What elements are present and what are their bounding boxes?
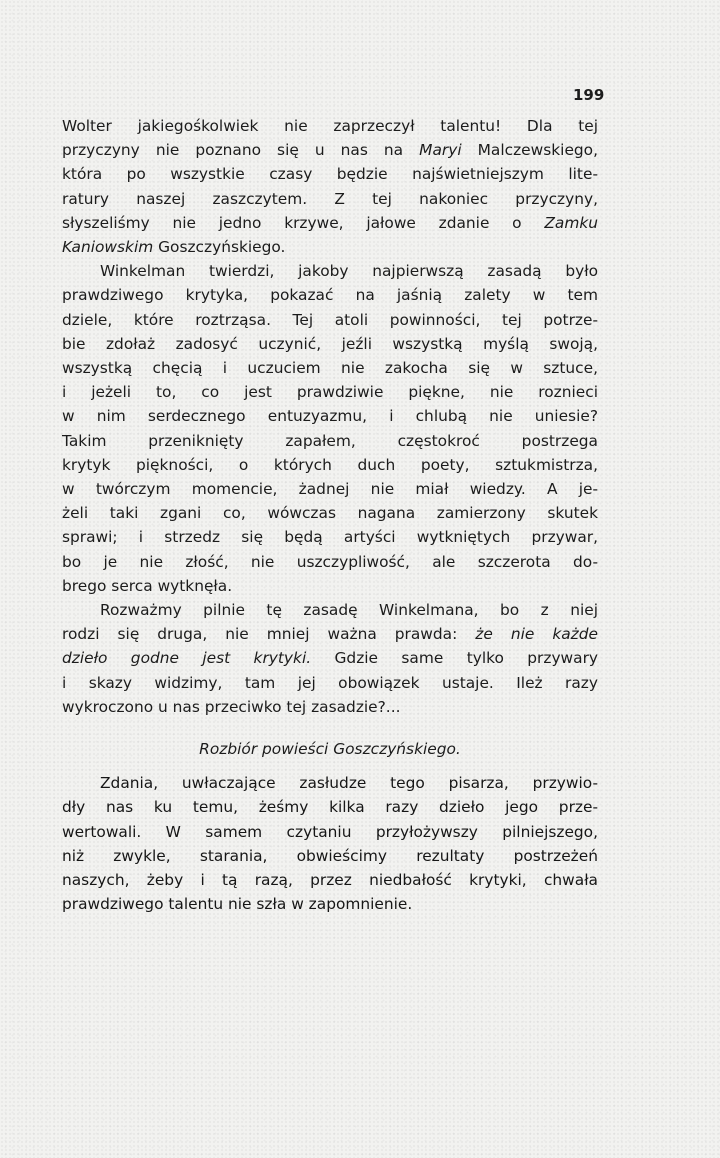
text-line: krytyk piękności, o których duch poety, sztukmistrza,: [62, 455, 598, 474]
text-line: która po wszystkie czasy będzie najświetniejszym lite-: [62, 165, 598, 184]
text-line: i jeżeli to, co jest prawdziwie piękne, nie roznieci: [62, 383, 598, 402]
text-line: Zdania, uwłaczające zasłudze tego pisarza, przywio-: [100, 774, 598, 793]
text-line: wszystką chęcią i uczuciem nie zakocha się w sztuce,: [62, 359, 598, 378]
text-line: Kaniowskim Goszczyńskiego.: [62, 238, 286, 257]
page-number: 199: [573, 86, 605, 104]
text-line: dzieło godne jest krytyki. Gdzie same tylko przywary: [62, 649, 599, 668]
paragraph-2: [62, 259, 598, 598]
italic-title-maryi: Maryi: [419, 141, 462, 160]
text-line: dły nas ku temu, żeśmy kilka razy dzieło jego prze-: [62, 798, 598, 817]
text-line: niż zwykle, starania, obwieścimy rezultaty postrzeżeń: [62, 846, 598, 865]
section-heading: Rozbiór powieści Goszczyńskiego.: [199, 740, 461, 759]
text-line: słyszeliśmy nie jedno krzywe, jałowe zdanie o Zamku: [62, 213, 598, 232]
text-line: brego serca wytknęła.: [62, 576, 233, 595]
page-body: [62, 114, 598, 917]
text-line: naszych, żeby i tą razą, przez niedbałość krytyki, chwała: [62, 871, 598, 890]
text-line: przyczyny nie poznano się u nas na Maryi Malczewskiego,: [62, 141, 598, 160]
text-line: w nim serdecznego entuzyazmu, i chlubą nie uniesie?: [62, 407, 598, 426]
italic-title-kaniowskim: Kaniowskim: [62, 238, 154, 257]
text-line: żeli taki zgani co, wówczas nagana zamierzony skutek: [62, 504, 598, 523]
text-line: prawdziwego talentu nie szła w zapomnienie.: [62, 895, 413, 914]
text-line: w twórczym momencie, żadnej nie miał wiedzy. A je-: [62, 480, 598, 499]
text-line: dziele, które roztrząsa. Tej atoli powinności, tej potrze-: [62, 310, 598, 329]
text-line: wykroczono u nas przeciwko tej zasadzie?...: [62, 697, 401, 716]
italic-emphasis: że nie każde: [475, 625, 598, 644]
text-line: sprawi; i strzedz się będą artyści wytkniętych przywar,: [62, 528, 598, 547]
text-line: Wolter jakiegośkolwiek nie zaprzeczył talentu! Dla tej: [62, 117, 598, 135]
paragraph-3: [62, 598, 598, 719]
text-line: Winkelman twierdzi, jakoby najpierwszą zasadą było: [100, 262, 598, 281]
text-line: prawdziwego krytyka, pokazać na jaśnią zalety w tem: [62, 286, 598, 305]
text-line: ratury naszej zaszczytem. Z tej nakoniec przyczyny,: [62, 189, 598, 208]
text-line: Rozważmy pilnie tę zasadę Winkelmana, bo z niej: [100, 601, 598, 620]
text-line: bie zdołaż zadosyć uczynić, jeźli wszystką myślą swoją,: [62, 334, 598, 353]
text-line: rodzi się druga, nie mniej ważna prawda: że nie każde: [62, 625, 598, 644]
italic-title-zamku: Zamku: [544, 213, 598, 232]
paragraph-4: [62, 771, 598, 916]
text-line: bo je nie złość, nie uszczypliwość, ale szczerota do-: [62, 552, 598, 571]
paragraph-1: [62, 114, 598, 259]
text-line: i skazy widzimy, tam jej obowiązek ustaje. Ileż razy: [62, 673, 598, 692]
italic-emphasis: dzieło godne jest krytyki.: [62, 649, 312, 668]
text-line: Takim przeniknięty zapałem, częstokroć postrzega: [62, 431, 598, 450]
text-line: wertowali. W samem czytaniu przyłożywszy pilniejszego,: [62, 822, 598, 841]
